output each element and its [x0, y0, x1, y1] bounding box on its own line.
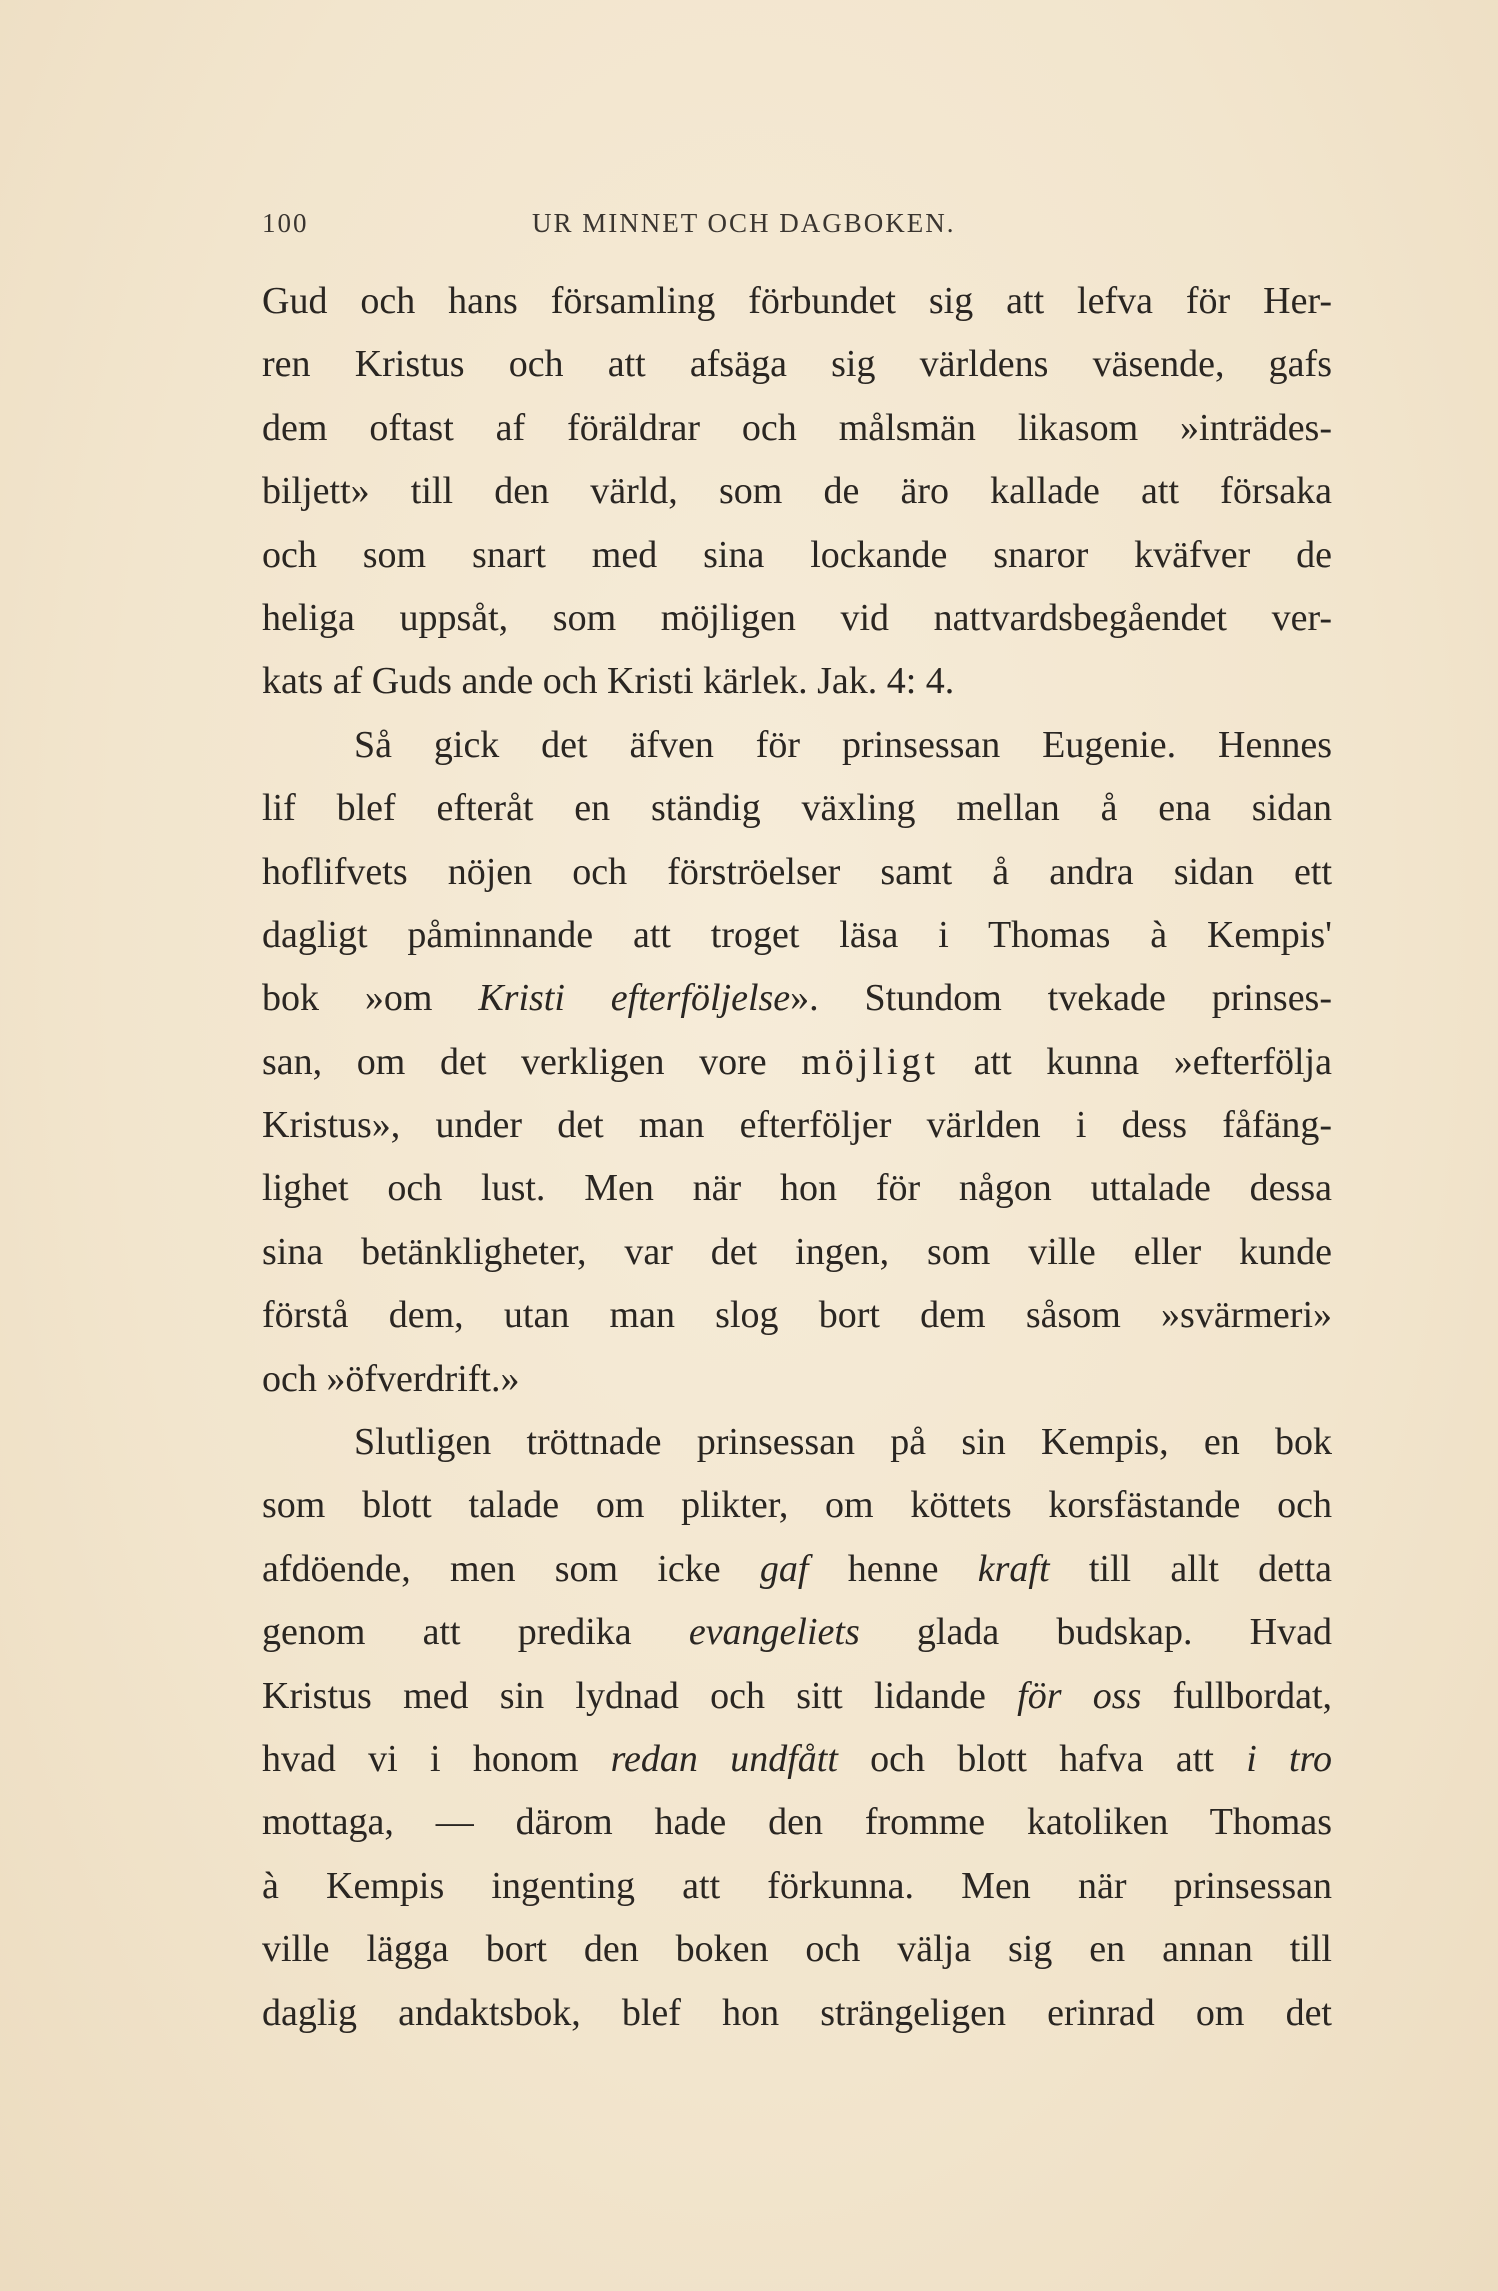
text-run: ». Stundom tvekade prinses- — [790, 977, 1333, 1020]
text-line: biljett» till den värld, som de äro kallade att försaka — [262, 470, 1332, 513]
page-header — [262, 208, 1332, 248]
text-run: genom att predika — [262, 1611, 689, 1654]
text-line: Gud och hans församling förbundet sig att lefva för Her- — [262, 280, 1332, 322]
text-line: förstå dem, utan man slog bort dem såsom »svärmeri» — [262, 1294, 1332, 1337]
text-run: bok »om — [262, 977, 479, 1020]
text-line — [262, 1538, 1332, 1601]
text-line: sina betänkligheter, var det ingen, som ville eller kunde — [262, 1230, 1332, 1273]
text-line: och som snart med sina lockande snaror kväfver de — [262, 533, 1332, 576]
text-run: fullbordat, — [1141, 1674, 1333, 1717]
paragraph — [262, 270, 1332, 714]
text-run: hvad vi i honom — [262, 1737, 611, 1780]
text-line: kats af Guds ande och Kristi kärlek. Jak. 4: 4. — [262, 660, 955, 703]
text-line: lighet och lust. Men när hon för någon uttalade dessa — [262, 1167, 1332, 1210]
text-line: mottaga, — därom hade den fromme katoliken Thomas — [262, 1801, 1332, 1844]
spaced-text: möjligt — [801, 1040, 940, 1083]
text-run: afdöende, men som icke — [262, 1547, 760, 1590]
italic-text: Kristi efterföljelse — [478, 977, 791, 1020]
text-line — [262, 1601, 1332, 1664]
text-line — [262, 1665, 1332, 1728]
text-line: daglig andaktsbok, blef hon strängeligen erinrad om det — [262, 1991, 1332, 2034]
text-run: glada budskap. Hvad — [859, 1611, 1332, 1654]
italic-text: redan undfått — [610, 1737, 838, 1780]
text-line — [262, 1728, 1332, 1791]
text-line: och »öfverdrift.» — [262, 1357, 520, 1400]
text-line — [262, 1031, 1332, 1094]
running-head: UR MINNET OCH DAGBOKEN. — [532, 208, 956, 238]
text-run: henne — [808, 1547, 978, 1590]
text-line: dem oftast af föräldrar och målsmän likasom »inträdes- — [262, 406, 1332, 449]
text-line: som blott talade om plikter, om köttets korsfästande och — [262, 1484, 1332, 1527]
text-line: heliga uppsåt, som möjligen vid nattvardsbegåendet ver- — [262, 596, 1332, 639]
text-run: till allt detta — [1049, 1547, 1333, 1590]
paragraph — [262, 714, 1332, 1411]
paragraph — [262, 1411, 1332, 2045]
text-line: à Kempis ingenting att förkunna. Men när prinsessan — [262, 1864, 1332, 1907]
text-line — [262, 967, 1332, 1030]
text-line: lif blef efteråt en ständig växling mellan å ena sidan — [262, 787, 1332, 830]
text-line: dagligt påminnande att troget läsa i Thomas à Kempis' — [262, 913, 1332, 956]
text-line: Så gick det äfven för prinsessan Eugenie. Hennes — [354, 723, 1332, 766]
text-line: Slutligen tröttnade prinsessan på sin Kempis, en bok — [354, 1421, 1332, 1464]
text-line: hoflifvets nöjen och förströelser samt å andra sidan ett — [262, 850, 1332, 893]
italic-text: evangeliets — [688, 1611, 860, 1654]
text-run: och blott hafva att — [837, 1737, 1247, 1780]
text-line: ren Kristus och att afsäga sig världens väsende, gafs — [262, 343, 1332, 386]
text-run: Kristus med sin lydnad och sitt lidande — [262, 1674, 1018, 1717]
italic-text: kraft — [977, 1547, 1050, 1590]
italic-text: i tro — [1246, 1737, 1332, 1780]
page-number: 100 — [262, 208, 309, 238]
italic-text: gaf — [759, 1547, 809, 1590]
text-line: ville lägga bort den boken och välja sig en annan till — [262, 1928, 1332, 1971]
italic-text: för oss — [1017, 1674, 1142, 1717]
text-run: san, om det verkligen vore — [262, 1040, 802, 1083]
text-line: Kristus», under det man efterföljer världen i dess fåfäng- — [262, 1104, 1332, 1147]
text-run: att kunna »efterfölja — [939, 1040, 1332, 1083]
body-text — [262, 270, 1332, 2045]
